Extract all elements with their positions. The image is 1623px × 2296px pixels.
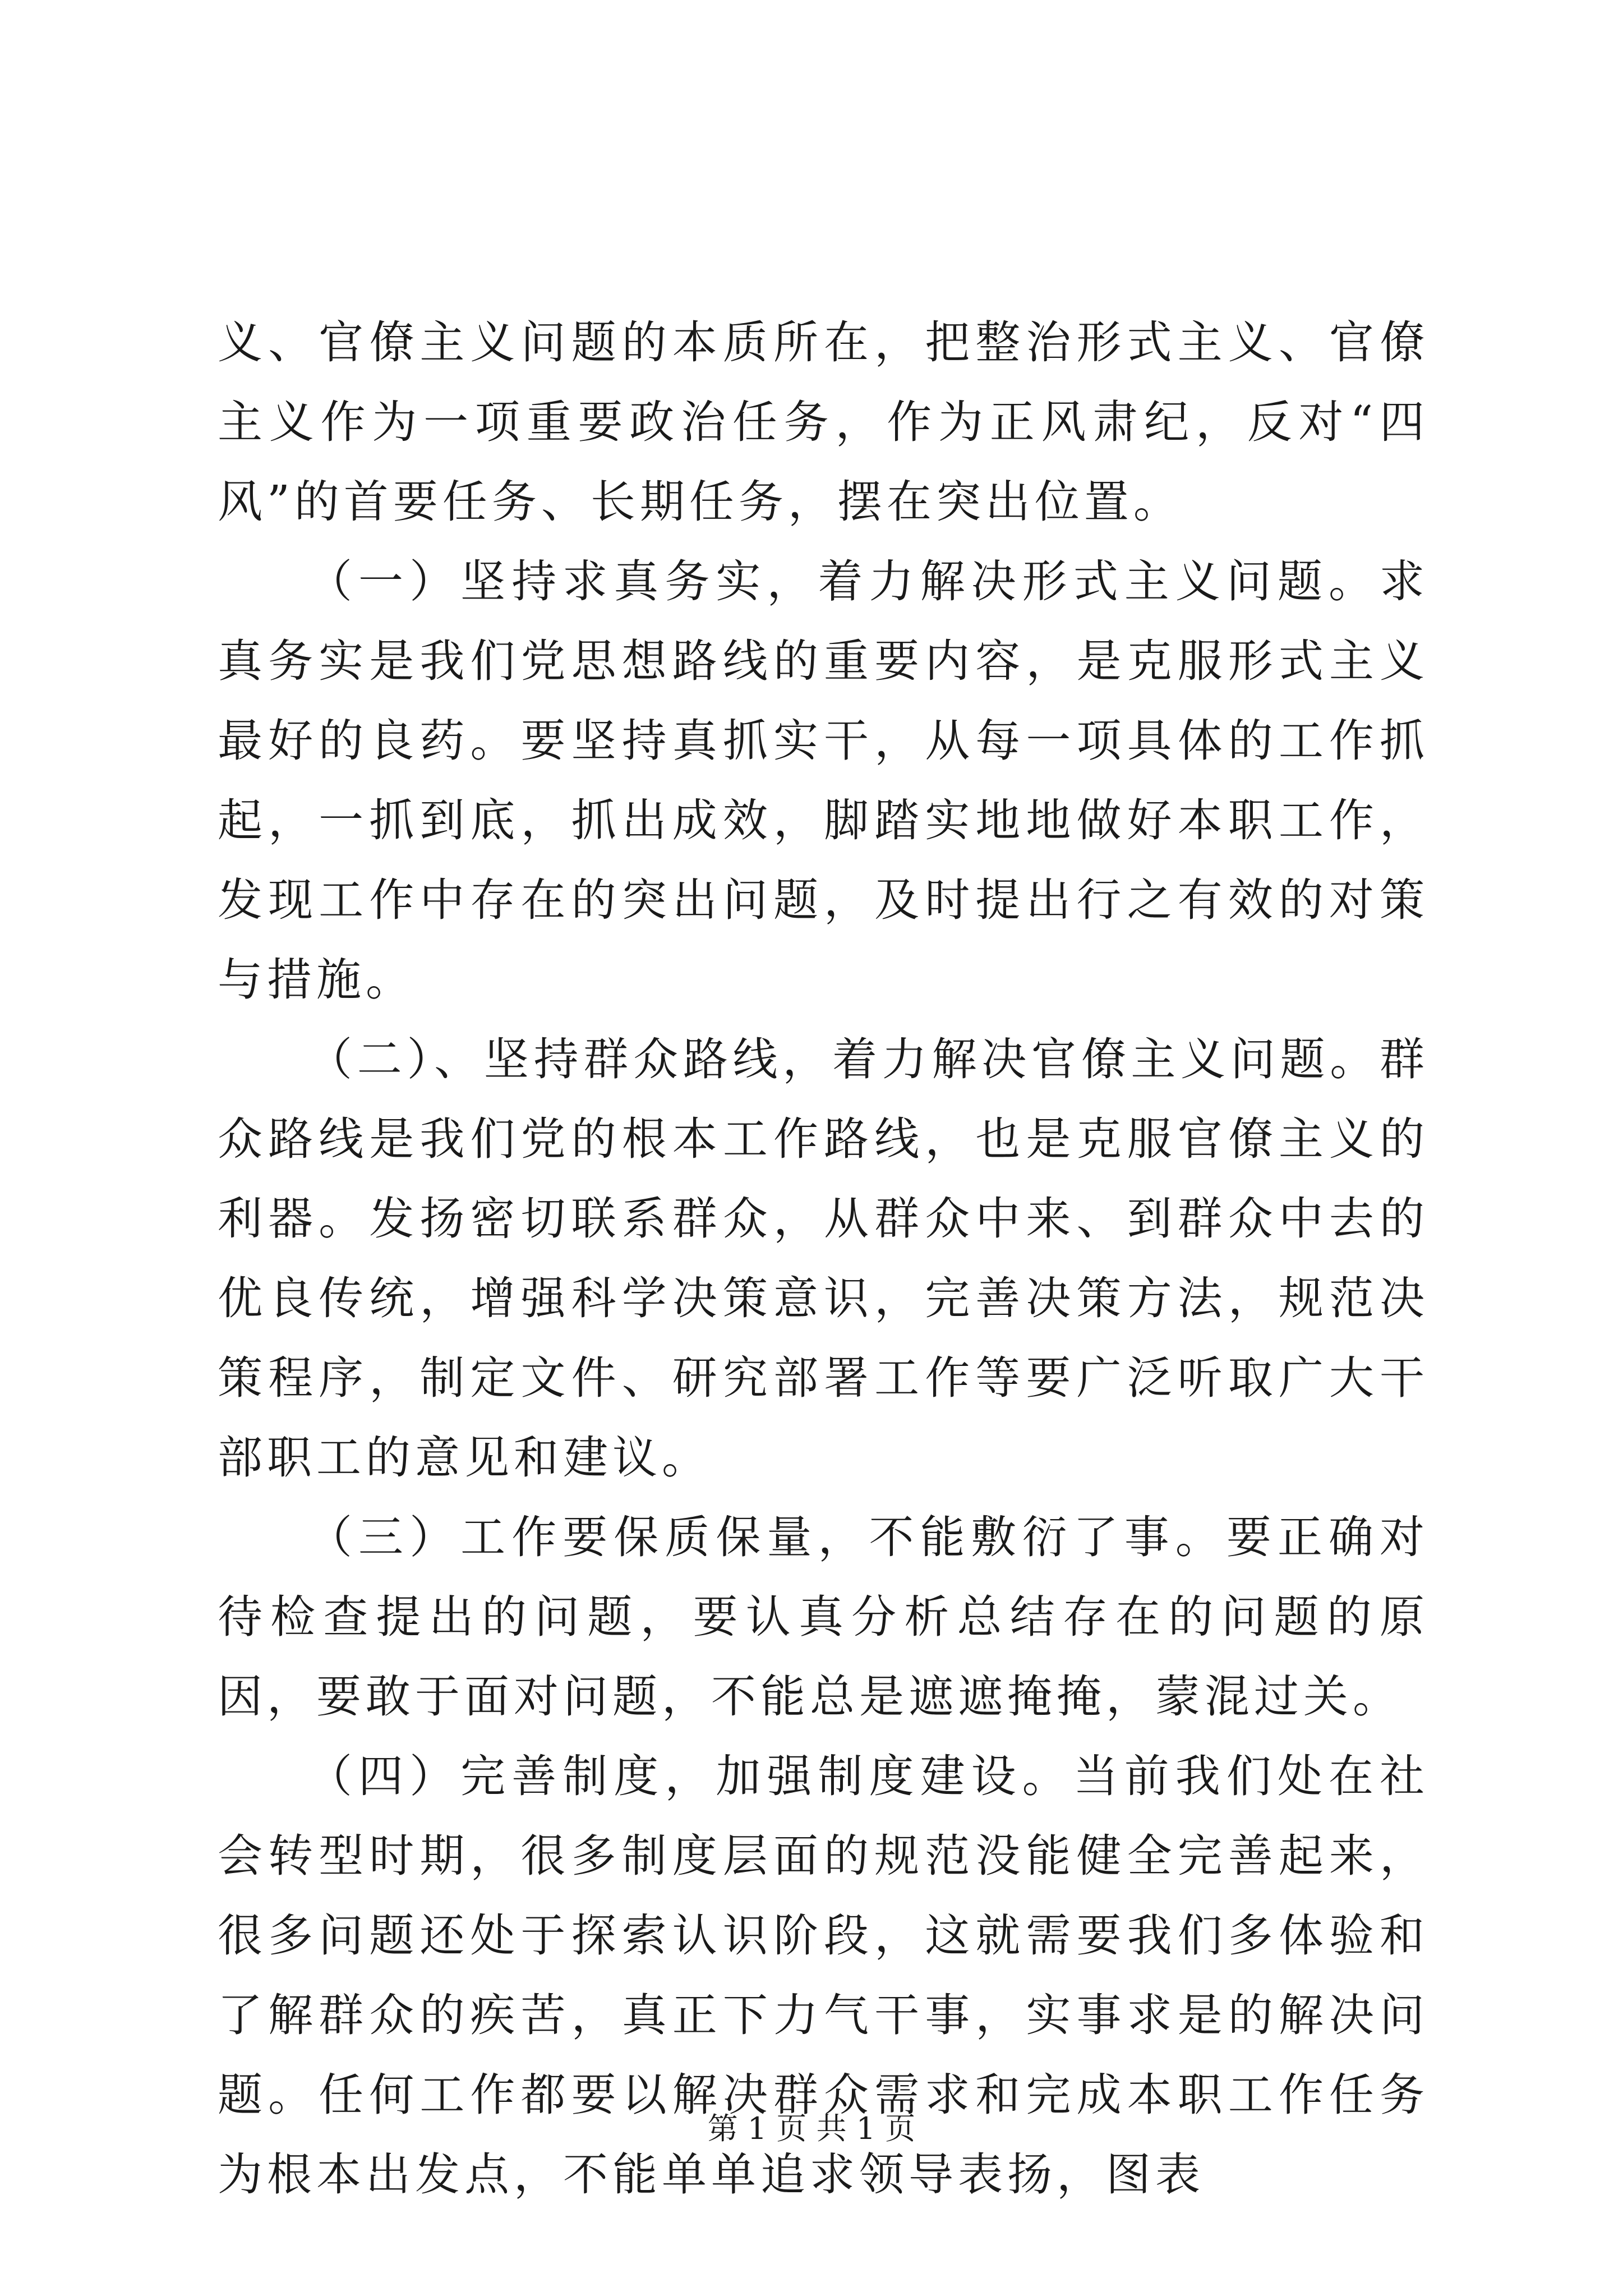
paragraph-4: （三）工作要保质保量，不能敷衍了事。要正确对待检查提出的问题，要认真分析总结存在的问题的原因，要敢于面对问题，不能总是遮遮掩掩，蒙混过关。 <box>218 1511 1429 1723</box>
paragraph-5: （四）完善制度，加强制度建设。当前我们处在社会转型时期，很多制度层面的规范没能健全完善起来，很多问题还处于探索认识阶段，这就需要我们多体验和了解群众的疾苦，真正下力气干事，实事求是的解决问题。任何工作都要以解决群众需求和完成本职工作任务为根本出发点，不能单单追求领导表扬，图表 <box>218 1750 1429 2201</box>
document-body <box>218 303 1429 2215</box>
page-footer: 第 1 页 共 1 页 <box>707 2111 916 2146</box>
paragraph-1: 义、官僚主义问题的本质所在，把整治形式主义、官僚主义作为一项重要政治任务，作为正风肃纪，反对“四风”的首要任务、长期任务，摆在突出位置。 <box>218 316 1429 528</box>
paragraph-2: （一）坚持求真务实，着力解决形式主义问题。求真务实是我们党思想路线的重要内容，是克服形式主义最好的良药。要坚持真抓实干，从每一项具体的工作抓起，一抓到底，抓出成效，脚踏实地地做好本职工作，发现工作中存在的突出问题，及时提出行之有效的对策与措施。 <box>218 555 1429 1006</box>
paragraph-3: （二）、坚持群众路线，着力解决官僚主义问题。群众路线是我们党的根本工作路线，也是克服官僚主义的利器。发扬密切联系群众，从群众中来、到群众中去的优良传统，增强科学决策意识，完善决策方法，规范决策程序，制定文件、研究部署工作等要广泛听取广大干部职工的意见和建议。 <box>218 1033 1429 1484</box>
